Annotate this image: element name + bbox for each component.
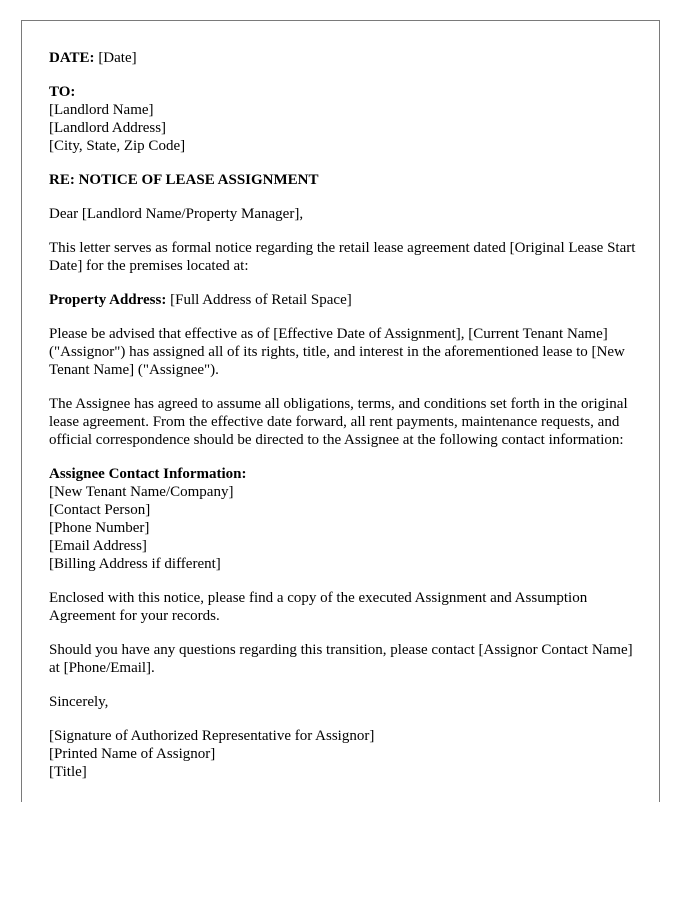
closing: Sincerely,	[49, 694, 109, 710]
assignee-phone: [Phone Number]	[49, 520, 150, 536]
assignee-contact-person: [Contact Person]	[49, 502, 151, 518]
to-label: TO:	[49, 84, 76, 100]
property-address-line	[49, 291, 639, 309]
assignment-paragraph: Please be advised that effective as of [Effective Date of Assignment], [Current Tenant Name] ("Assignor") has assigned all of its rights, title, and interest in the aforementioned lease to [New Tenant Name] ("Assignee").	[49, 326, 625, 378]
letter-page	[21, 20, 660, 802]
landlord-name: [Landlord Name]	[49, 102, 154, 118]
printed-name-line: [Printed Name of Assignor]	[49, 746, 216, 762]
letter-content	[49, 49, 639, 781]
obligations-paragraph: The Assignee has agreed to assume all obligations, terms, and conditions set forth in the original lease agreement. From the effective date forward, all rent payments, maintenance requests, and official correspondence should be directed to the Assignee at the following contact information:	[49, 396, 628, 448]
assignee-company: [New Tenant Name/Company]	[49, 484, 234, 500]
landlord-city-state-zip: [City, State, Zip Code]	[49, 138, 186, 154]
questions-paragraph: Should you have any questions regarding this transition, please contact [Assignor Contact Name] at [Phone/Email].	[49, 642, 633, 676]
recipient-block	[49, 83, 639, 155]
subject-line	[49, 171, 639, 189]
date-value: [Date]	[98, 50, 137, 66]
date-label: DATE:	[49, 50, 95, 66]
subject-text: RE: NOTICE OF LEASE ASSIGNMENT	[49, 172, 319, 188]
signature-block	[49, 727, 639, 781]
enclosure-paragraph: Enclosed with this notice, please find a copy of the executed Assignment and Assumption Agreement for your records.	[49, 590, 588, 624]
assignee-billing-address: [Billing Address if different]	[49, 556, 221, 572]
date-line	[49, 49, 639, 67]
signature-line: [Signature of Authorized Representative for Assignor]	[49, 728, 375, 744]
property-address-value: [Full Address of Retail Space]	[170, 292, 352, 308]
title-line: [Title]	[49, 764, 87, 780]
assignee-contact-label: Assignee Contact Information:	[49, 466, 247, 482]
landlord-address: [Landlord Address]	[49, 120, 167, 136]
intro-paragraph: This letter serves as formal notice regarding the retail lease agreement dated [Original Lease Start Date] for the premises located at:	[49, 240, 636, 274]
assignee-email: [Email Address]	[49, 538, 147, 554]
property-address-label: Property Address:	[49, 292, 167, 308]
salutation: Dear [Landlord Name/Property Manager],	[49, 206, 304, 222]
assignee-contact-block	[49, 465, 639, 573]
